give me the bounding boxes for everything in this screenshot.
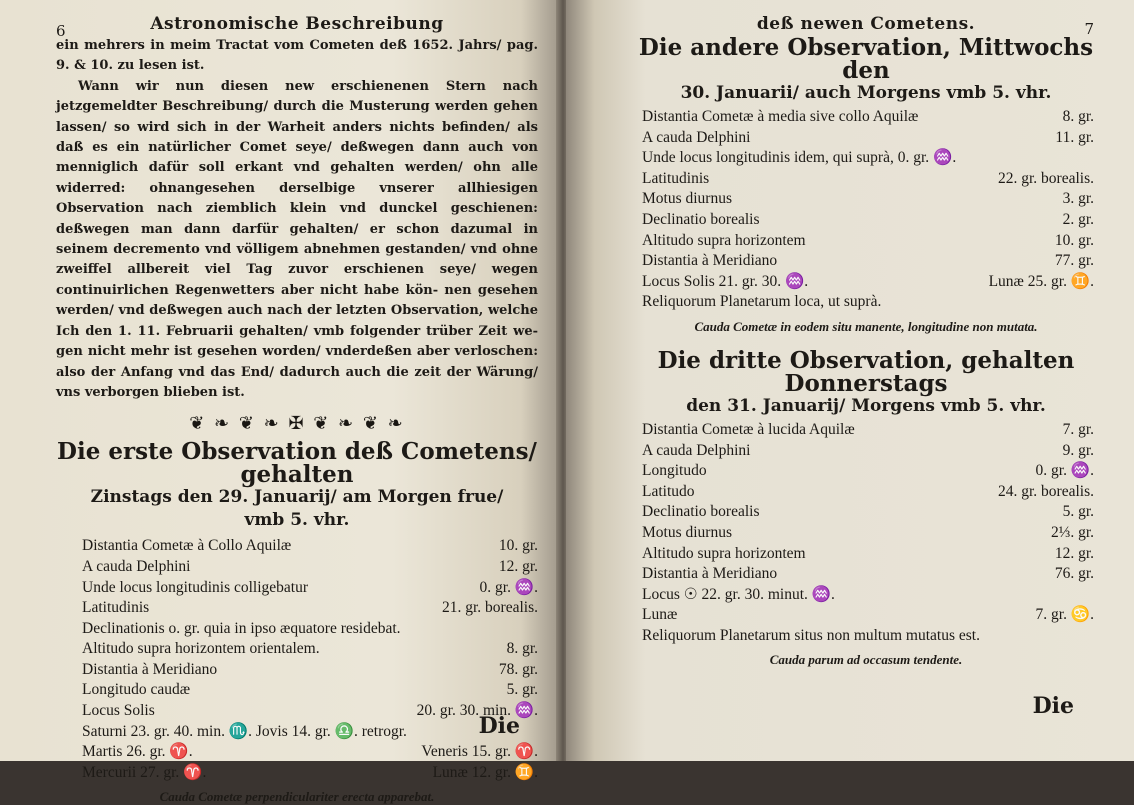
row-value: 20. gr. 30. min. ♒.: [416, 702, 538, 720]
row-label: Lunæ: [642, 606, 678, 624]
table-row: [82, 742, 538, 763]
heading-line: Die erste Observation deß Cometens/ gehalten: [57, 438, 537, 489]
heading-line: Zinstags den 29. Januarij/ am Morgen frue/: [90, 487, 504, 508]
row-value: 78. gr.: [498, 660, 538, 678]
heading-line: den 31. Januarij/ Morgens vmb 5. vhr.: [686, 395, 1046, 416]
table-row: [642, 189, 1094, 210]
row-label: A cauda Delphini: [642, 441, 751, 459]
row-label: Locus Solis: [82, 702, 155, 720]
row-label: Distantia à Meridiano: [82, 660, 218, 678]
row-value: 24. gr. borealis.: [998, 482, 1094, 500]
row-value: 9. gr.: [1062, 441, 1094, 459]
row-label: A cauda Delphini: [82, 557, 191, 575]
row-label: A cauda Delphini: [642, 128, 751, 146]
row-label: Motus diurnus: [642, 523, 732, 541]
row-label: Declinatio borealis: [642, 210, 760, 228]
row-value: 0. gr. ♒.: [1035, 462, 1094, 480]
right-page: [566, 0, 1134, 761]
table-row: [82, 578, 538, 599]
heading-line: vmb 5. vhr.: [244, 510, 350, 531]
table-row: [642, 523, 1094, 544]
table-row: [82, 619, 538, 640]
table-row: [642, 544, 1094, 565]
caption: Cauda Cometæ perpendiculariter erecta apparebat.: [159, 789, 435, 805]
row-label: Distantia Cometæ à Collo Aquilæ: [82, 537, 292, 555]
row-label: Unde locus longitudinis colligebatur: [82, 578, 309, 596]
left-page: [0, 0, 560, 805]
section-heading: [56, 440, 538, 532]
row-value: 5. gr.: [506, 681, 538, 699]
row-value: 10. gr.: [498, 537, 538, 555]
table-row: [642, 231, 1094, 252]
table-row: [642, 128, 1094, 149]
table-row: [642, 292, 1094, 313]
table-row: [642, 502, 1094, 523]
row-label: Altitudo supra horizontem: [642, 231, 806, 249]
observation-table: [642, 107, 1094, 313]
row-value: Veneris 15. gr. ♈.: [421, 743, 538, 761]
row-value: 8. gr.: [506, 640, 538, 658]
table-row: [82, 598, 538, 619]
section-heading: [638, 36, 1094, 105]
row-label: Longitudo: [642, 462, 707, 480]
row-label: Latitudo: [642, 482, 695, 500]
row-value: 5. gr.: [1062, 503, 1094, 521]
row-label: Motus diurnus: [642, 190, 732, 208]
heading-line: Die andere Observation, Mittwochs den: [638, 34, 1094, 84]
row-label: Altitudo supra horizontem: [642, 544, 806, 562]
row-label: Latitudinis: [642, 169, 710, 187]
row-value: 11. gr.: [1055, 128, 1094, 146]
row-label: Longitudo caudæ: [82, 681, 191, 699]
table-row: [642, 107, 1094, 128]
heading-line: Die dritte Observation, gehalten Donnerstags: [657, 346, 1075, 397]
table-row: [82, 557, 538, 578]
table-row: [82, 763, 538, 784]
row-label: Altitudo supra horizontem orientalem.: [82, 640, 320, 658]
table-row: [642, 210, 1094, 231]
table-row: [642, 564, 1094, 585]
row-value: 12. gr.: [498, 557, 538, 575]
row-value: 3. gr.: [1062, 190, 1094, 208]
running-head: deß newen Cometens.: [756, 14, 976, 34]
ornament-border: ❦ ❧ ❦ ❧ ✠ ❦ ❧ ❦ ❧: [189, 413, 405, 435]
row-value: 77. gr.: [1054, 252, 1094, 270]
table-row: [642, 605, 1094, 626]
page-number: 7: [1084, 20, 1094, 38]
row-value: 2⅓. gr.: [1050, 523, 1094, 541]
paragraph: ein mehrers in meim Tractat vom Cometen deß 1652. Jahrs/ pag. 9. & 10. zu lesen ist.: [56, 38, 538, 74]
table-row: [82, 639, 538, 660]
row-label: Declinatio borealis: [642, 503, 760, 521]
row-label: Unde locus longitudinis idem, qui suprà, 0. gr. ♒.: [642, 149, 957, 167]
table-row: [642, 148, 1094, 169]
catchword: Die: [478, 713, 520, 739]
row-label: Distantia à Meridiano: [642, 252, 778, 270]
row-label: Mercurii 27. gr. ♈.: [82, 763, 207, 781]
row-label: Latitudinis: [82, 599, 150, 617]
section-heading: [638, 346, 1094, 418]
row-label: Distantia Cometæ à media sive collo Aquilæ: [642, 108, 919, 125]
row-label: Martis 26. gr. ♈.: [82, 743, 193, 761]
table-row: [642, 251, 1094, 272]
row-label: Reliquorum Planetarum situs non multum mutatus est.: [642, 626, 980, 644]
table-row: [82, 660, 538, 681]
row-value: 7. gr. ♋.: [1035, 606, 1094, 624]
table-row: [642, 585, 1094, 606]
row-value: 10. gr.: [1054, 231, 1094, 249]
row-value: 12. gr.: [1054, 544, 1094, 562]
table-row: [642, 169, 1094, 190]
running-head: Astronomische Beschreibung: [150, 14, 444, 34]
table-row: [82, 701, 538, 722]
table-row: [82, 680, 538, 701]
row-label: Saturni 23. gr. 40. min. ♏. Jovis 14. gr. ♎. retrogr.: [82, 722, 407, 740]
row-value: 7. gr.: [1062, 420, 1094, 438]
row-value: 22. gr. borealis.: [998, 169, 1094, 187]
row-value: 0. gr. ♒.: [479, 578, 538, 596]
table-row: [642, 461, 1094, 482]
heading-line: 30. Januarii/ auch Morgens vmb 5. vhr.: [680, 83, 1052, 103]
table-row: [82, 536, 538, 557]
paragraph: Wann wir nun diesen new erschienenen Stern nach jetzgemeldter Beschreibung/ durch die Musterung werden gehen lassen/ so wird sich in der Warheit anders nichts befinden/ als daß es ein natürlicher Comet seye/ deßwegen dann auch von menniglich dafür soll erkant vnd gehalten werden/ ohn alle widerred: ohnangesehen derselbige vnserer allhiesigen Observation nach ziemblich klein vnd dunckel geschienen: deßwegen man dann darfür gehalten/ er schon dazumal in seinem decremento vnd völligem abnehmen gestanden/ vnd ohne zweiffel allbereit viel Tag zuvor erschienen seye/ wegen continuirlichen Regenwetters aber nicht habe kön- nen gesehen werden/ vnd deßwegen auch nach der letzten Observation, welche Ich den 1. 11. Februarii gehalten/ vmb folgender trüber Zeit we- gen nicht mehr ist gesehen worden/ vnderdeßen aber verloschen: also der Anfang vnd das End/ dadurch auch die zeit der Wärung/ vns verborgen blieben ist.: [56, 78, 538, 400]
row-label: Declinationis o. gr. quia in ipso æquatore residebat.: [82, 619, 401, 637]
row-label: Locus Solis 21. gr. 30. ♒.: [642, 272, 809, 290]
observation-table: [642, 420, 1094, 647]
row-value: 76. gr.: [1054, 565, 1094, 583]
table-row: [642, 420, 1094, 441]
row-label: Distantia Cometæ à lucida Aquilæ: [642, 420, 855, 438]
row-label: Distantia à Meridiano: [642, 565, 778, 583]
observation-table: [82, 536, 538, 783]
caption: Cauda Cometæ in eodem situ manente, longitudine non mutata.: [694, 318, 1038, 334]
row-value: 8. gr.: [1062, 108, 1094, 125]
table-row: [642, 626, 1094, 647]
caption: Cauda parum ad occasum tendente.: [769, 652, 963, 668]
row-value: Lunæ 12. gr. ♊.: [432, 763, 538, 781]
row-value: 21. gr. borealis.: [442, 599, 538, 617]
row-value: 2. gr.: [1062, 210, 1094, 228]
table-row: [82, 722, 538, 743]
row-label: Reliquorum Planetarum loca, ut suprà.: [642, 293, 882, 311]
prose: [56, 36, 538, 403]
row-value: Lunæ 25. gr. ♊.: [988, 272, 1094, 290]
catchword: Die: [1032, 693, 1074, 719]
table-row: [642, 482, 1094, 503]
table-row: [642, 441, 1094, 462]
table-row: [642, 272, 1094, 293]
page-number: 6: [56, 22, 66, 40]
row-label: Locus ☉ 22. gr. 30. minut. ♒.: [642, 585, 835, 603]
